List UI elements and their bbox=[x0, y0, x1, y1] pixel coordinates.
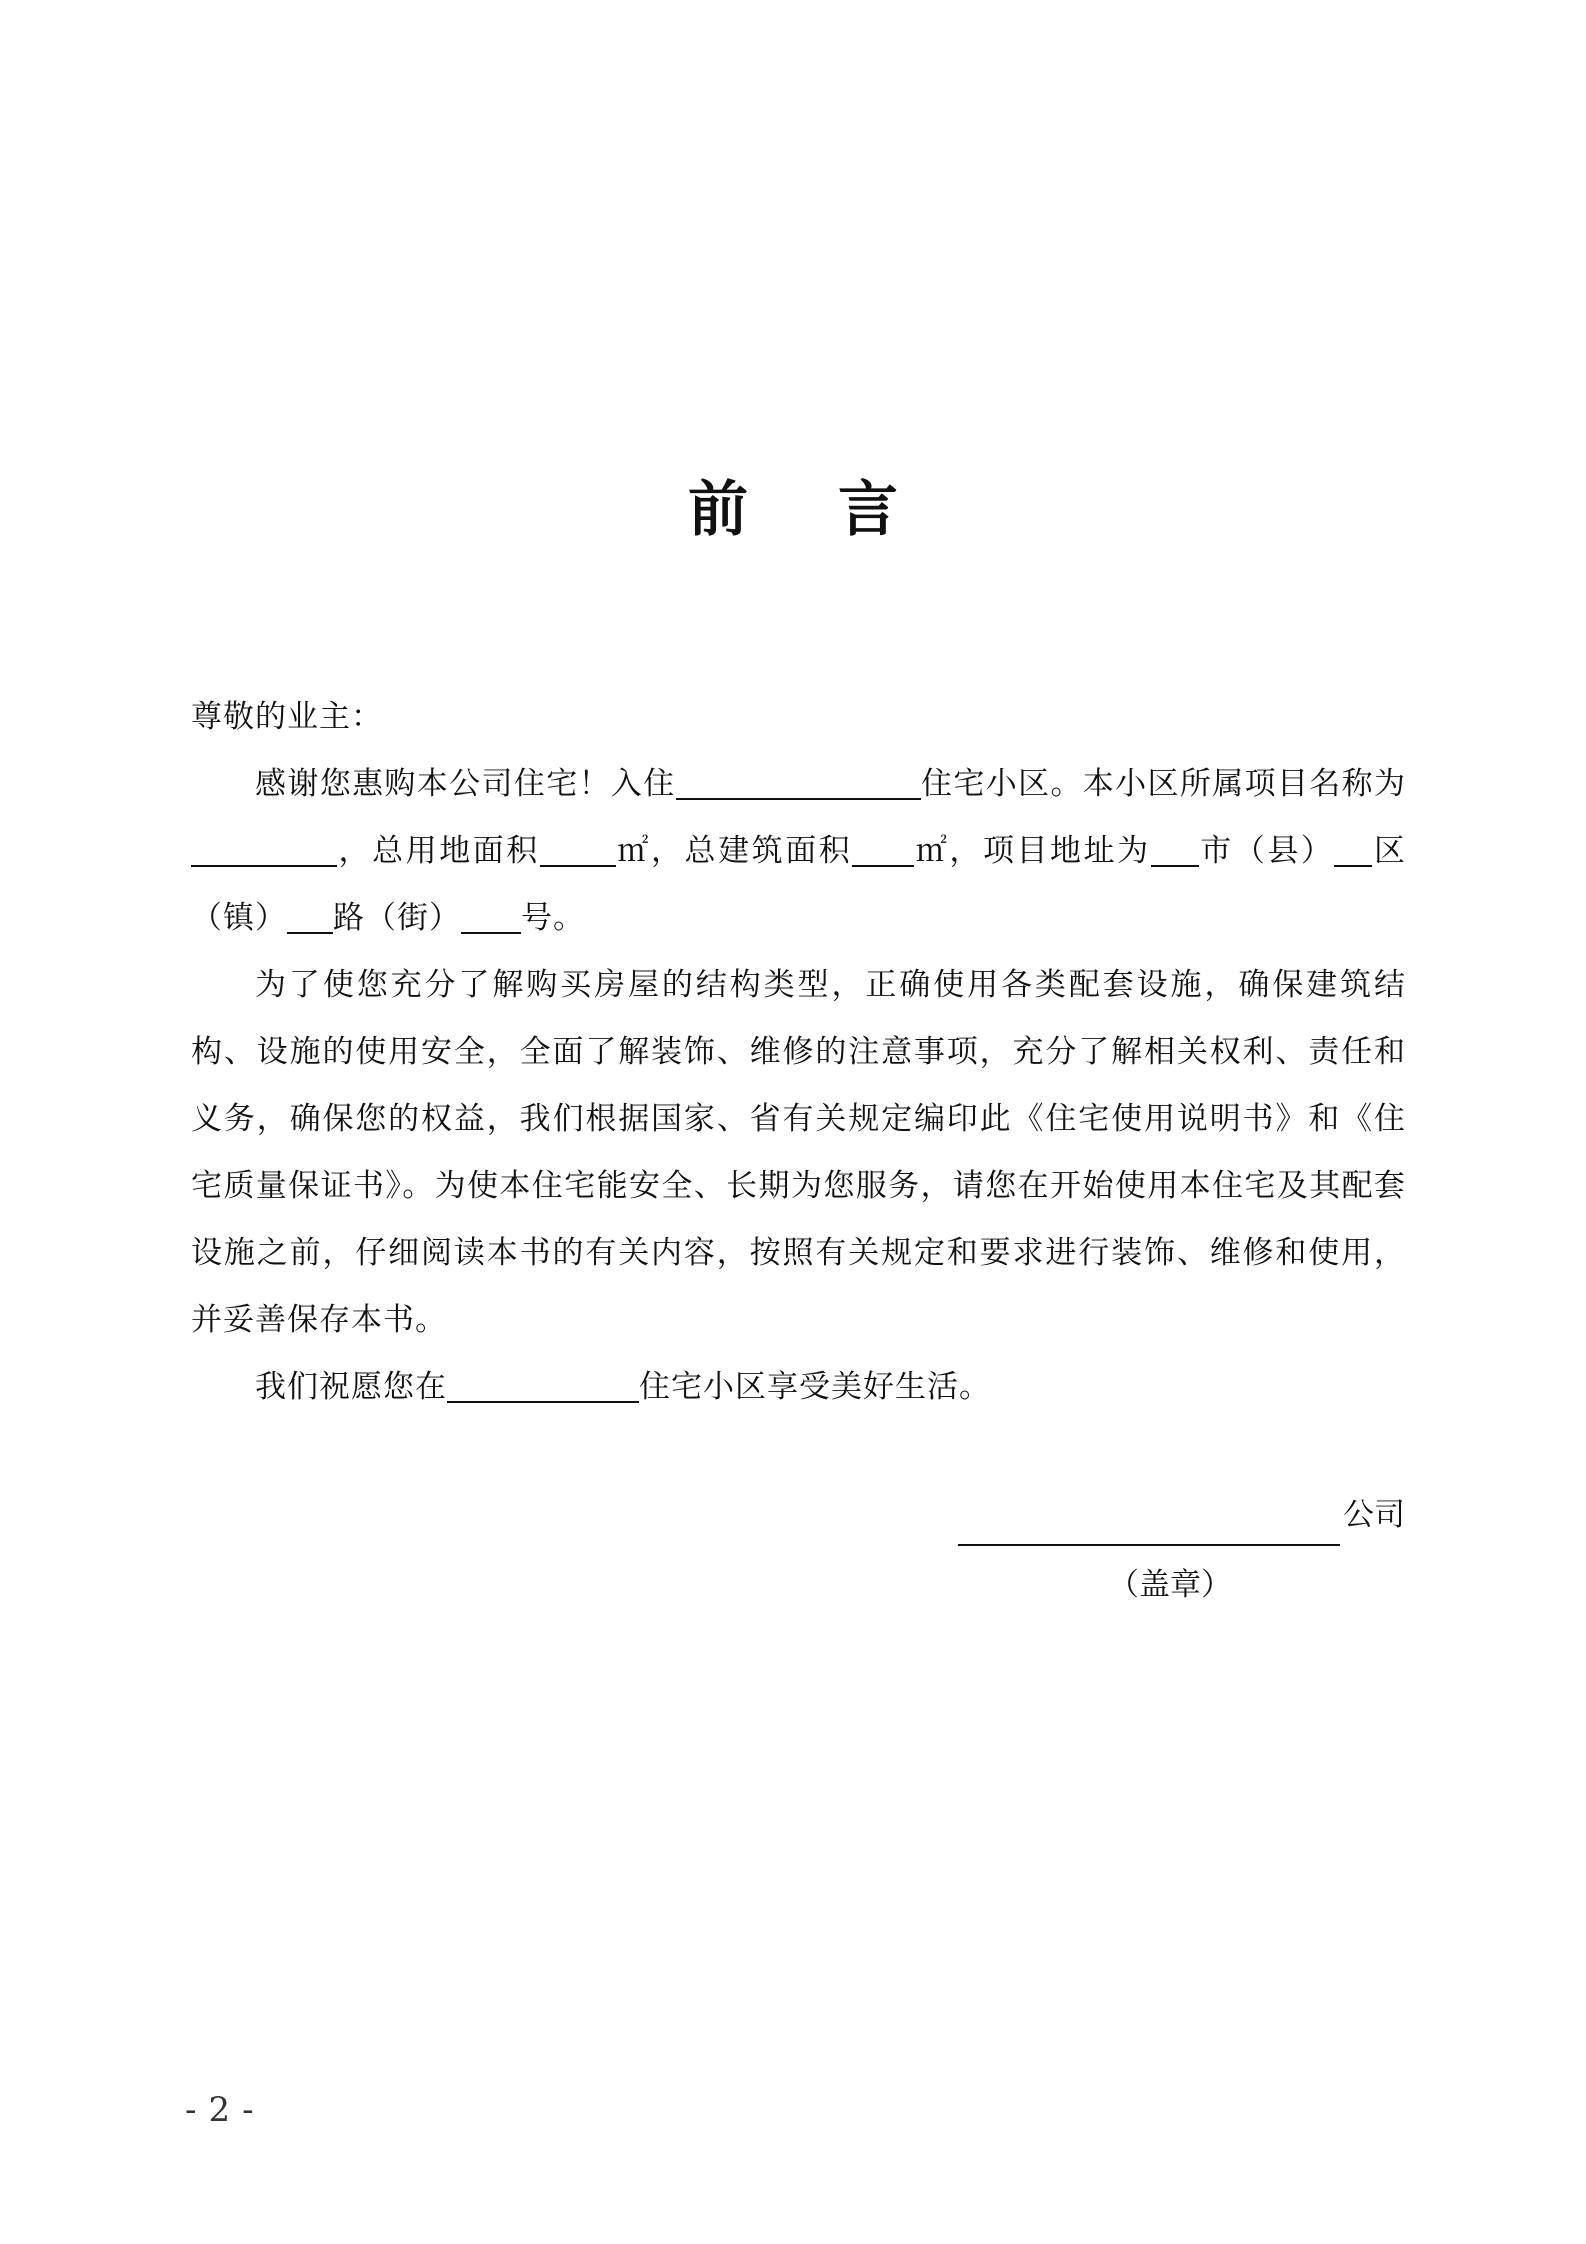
stamp-label: （盖章） bbox=[1108, 1567, 1232, 1603]
purpose-paragraph: 为了使您充分了解购买房屋的结构类型，正确使用各类配套设施，确保建筑结构、设施的使用安全，全面了解装饰、维修的注意事项，充分了解相关权利、责任和义务，确保您的权益，我们根据国家、省有关规定编印此《住宅使用说明书》和《住宅质量保证书》。为使本住宅能安全、长期为您服务，请您在开始使用本住宅及其配套设施之前，仔细阅读本书的有关内容，按照有关规定和要求进行装饰、维修和使用，并妥善保存本书。 bbox=[191, 967, 1406, 1338]
page-title: 前言 bbox=[688, 475, 988, 545]
salutation: 尊敬的业主： bbox=[191, 699, 383, 735]
intro-text-1: 感谢您惠购本公司住宅！入住 bbox=[255, 766, 676, 802]
city-blank bbox=[1151, 834, 1199, 867]
intro-text-3: ，总用地面积 bbox=[337, 833, 540, 869]
company-signature-line bbox=[958, 1500, 1340, 1546]
district-blank bbox=[1334, 834, 1372, 867]
intro-text-9: 号。 bbox=[521, 900, 585, 936]
building-area-blank bbox=[852, 834, 914, 867]
company-label: 公司 bbox=[1343, 1497, 1405, 1533]
intro-text-8: 路（街） bbox=[333, 900, 461, 936]
wish-community-blank bbox=[447, 1370, 639, 1403]
page-number: -2- bbox=[185, 2090, 266, 2130]
intro-paragraph bbox=[191, 751, 1406, 952]
community-name-blank bbox=[676, 767, 921, 800]
wish-text-1: 我们祝愿您在 bbox=[255, 1369, 447, 1405]
wish-paragraph bbox=[191, 1354, 1406, 1421]
wish-text-2: 住宅小区享受美好生活。 bbox=[639, 1369, 991, 1405]
area-unit-2: ㎡ bbox=[914, 833, 950, 869]
intro-text-6: 市（县） bbox=[1198, 833, 1335, 869]
intro-text-7: 区（镇） bbox=[191, 833, 1407, 936]
road-blank bbox=[287, 901, 333, 934]
house-number-blank bbox=[461, 901, 521, 934]
land-area-blank bbox=[540, 834, 616, 867]
intro-text-4: ，总建筑面积 bbox=[650, 833, 853, 869]
intro-text-2: 住宅小区。本小区所属项目名称为 bbox=[920, 766, 1407, 802]
intro-text-5: ，项目地址为 bbox=[949, 833, 1151, 869]
project-name-blank bbox=[191, 834, 337, 867]
area-unit-1: ㎡ bbox=[615, 833, 651, 869]
